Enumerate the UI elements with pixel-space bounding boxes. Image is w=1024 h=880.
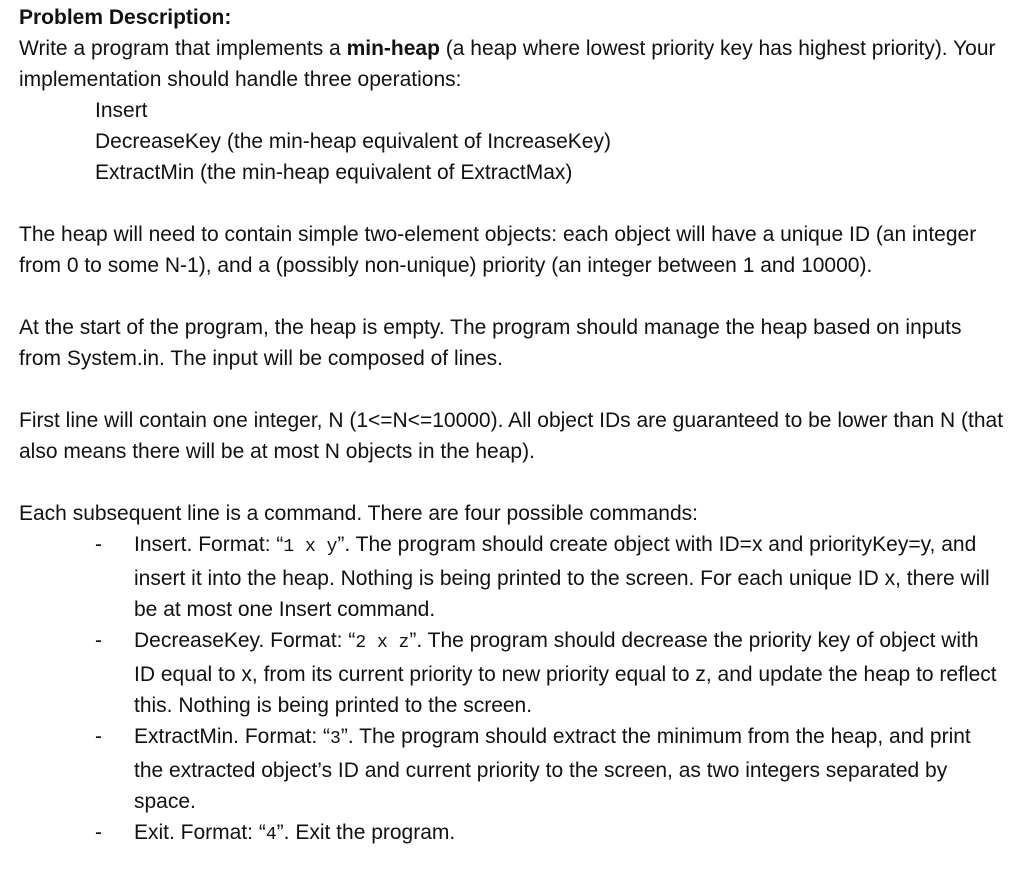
- objects-paragraph: The heap will need to contain simple two-element objects: each object will have a unique ID (an integer from 0 to some N-1), and a (possibly non-unique) priority (an integer between 1 and 10000).: [19, 223, 977, 277]
- command-text-post: ”. The program should create object with ID=x and priorityKey=y, and insert it into the heap. Nothing is being printed to the screen. For each unique ID x, there will be at most one Insert command.: [134, 533, 990, 621]
- bullet-dash: -: [95, 821, 102, 844]
- bullet-dash: -: [95, 533, 102, 556]
- commands-list: [19, 529, 1006, 851]
- command-text-post: ”. The program should decrease the priority key of object with ID equal to x, from its current priority to new priority equal to z, and update the heap to reflect this. Nothing is being printed to the screen.: [134, 629, 997, 717]
- bullet-dash: -: [95, 629, 102, 652]
- intro-text-post: (a heap where lowest priority key has highest priority). Your implementation should handle three operations:: [19, 37, 996, 91]
- command-text-post: ”. The program should extract the minimum from the heap, and print the extracted object’s ID and current priority to the screen, as two integers separated by space.: [134, 725, 971, 813]
- command-decreasekey: [19, 625, 1006, 721]
- paragraph-gap: [19, 188, 1006, 219]
- command-code: 4: [265, 825, 277, 845]
- command-exit: [19, 817, 1006, 851]
- start-paragraph: At the start of the program, the heap is empty. The program should manage the heap based on inputs from System.in. The input will be composed of lines.: [19, 316, 962, 370]
- problem-heading: Problem Description:: [19, 6, 232, 29]
- intro-bold-term: min-heap: [346, 37, 440, 60]
- paragraph-gap: [19, 374, 1006, 405]
- command-text-pre: Insert. Format: “: [134, 533, 284, 556]
- operations-list: [19, 95, 1006, 188]
- operation-item: ExtractMin (the min-heap equivalent of ExtractMax): [95, 161, 573, 184]
- command-text-post: ”. Exit the program.: [276, 821, 456, 844]
- bullet-dash: -: [95, 725, 102, 748]
- commands-intro-paragraph: Each subsequent line is a command. There are four possible commands:: [19, 502, 698, 525]
- operation-item: DecreaseKey (the min-heap equivalent of IncreaseKey): [95, 130, 611, 153]
- command-insert: [19, 529, 1006, 625]
- command-text-pre: ExtractMin. Format: “: [134, 725, 331, 748]
- first-line-paragraph: First line will contain one integer, N (1<=N<=10000). All object IDs are guaranteed to be lower than N (that also means there will be at most N objects in the heap).: [19, 409, 1004, 463]
- command-extractmin: [19, 721, 1006, 817]
- command-code: 2 x z: [355, 633, 410, 653]
- command-code: 3: [330, 729, 341, 749]
- paragraph-gap: [19, 467, 1006, 498]
- command-text-pre: Exit. Format: “: [134, 821, 266, 844]
- intro-paragraph: [19, 33, 1006, 95]
- paragraph-gap: [19, 281, 1006, 312]
- operation-item: Insert: [95, 99, 148, 122]
- command-code: 1 x y: [283, 537, 338, 557]
- command-text-pre: DecreaseKey. Format: “: [134, 629, 356, 652]
- intro-text-pre: Write a program that implements a: [19, 37, 347, 60]
